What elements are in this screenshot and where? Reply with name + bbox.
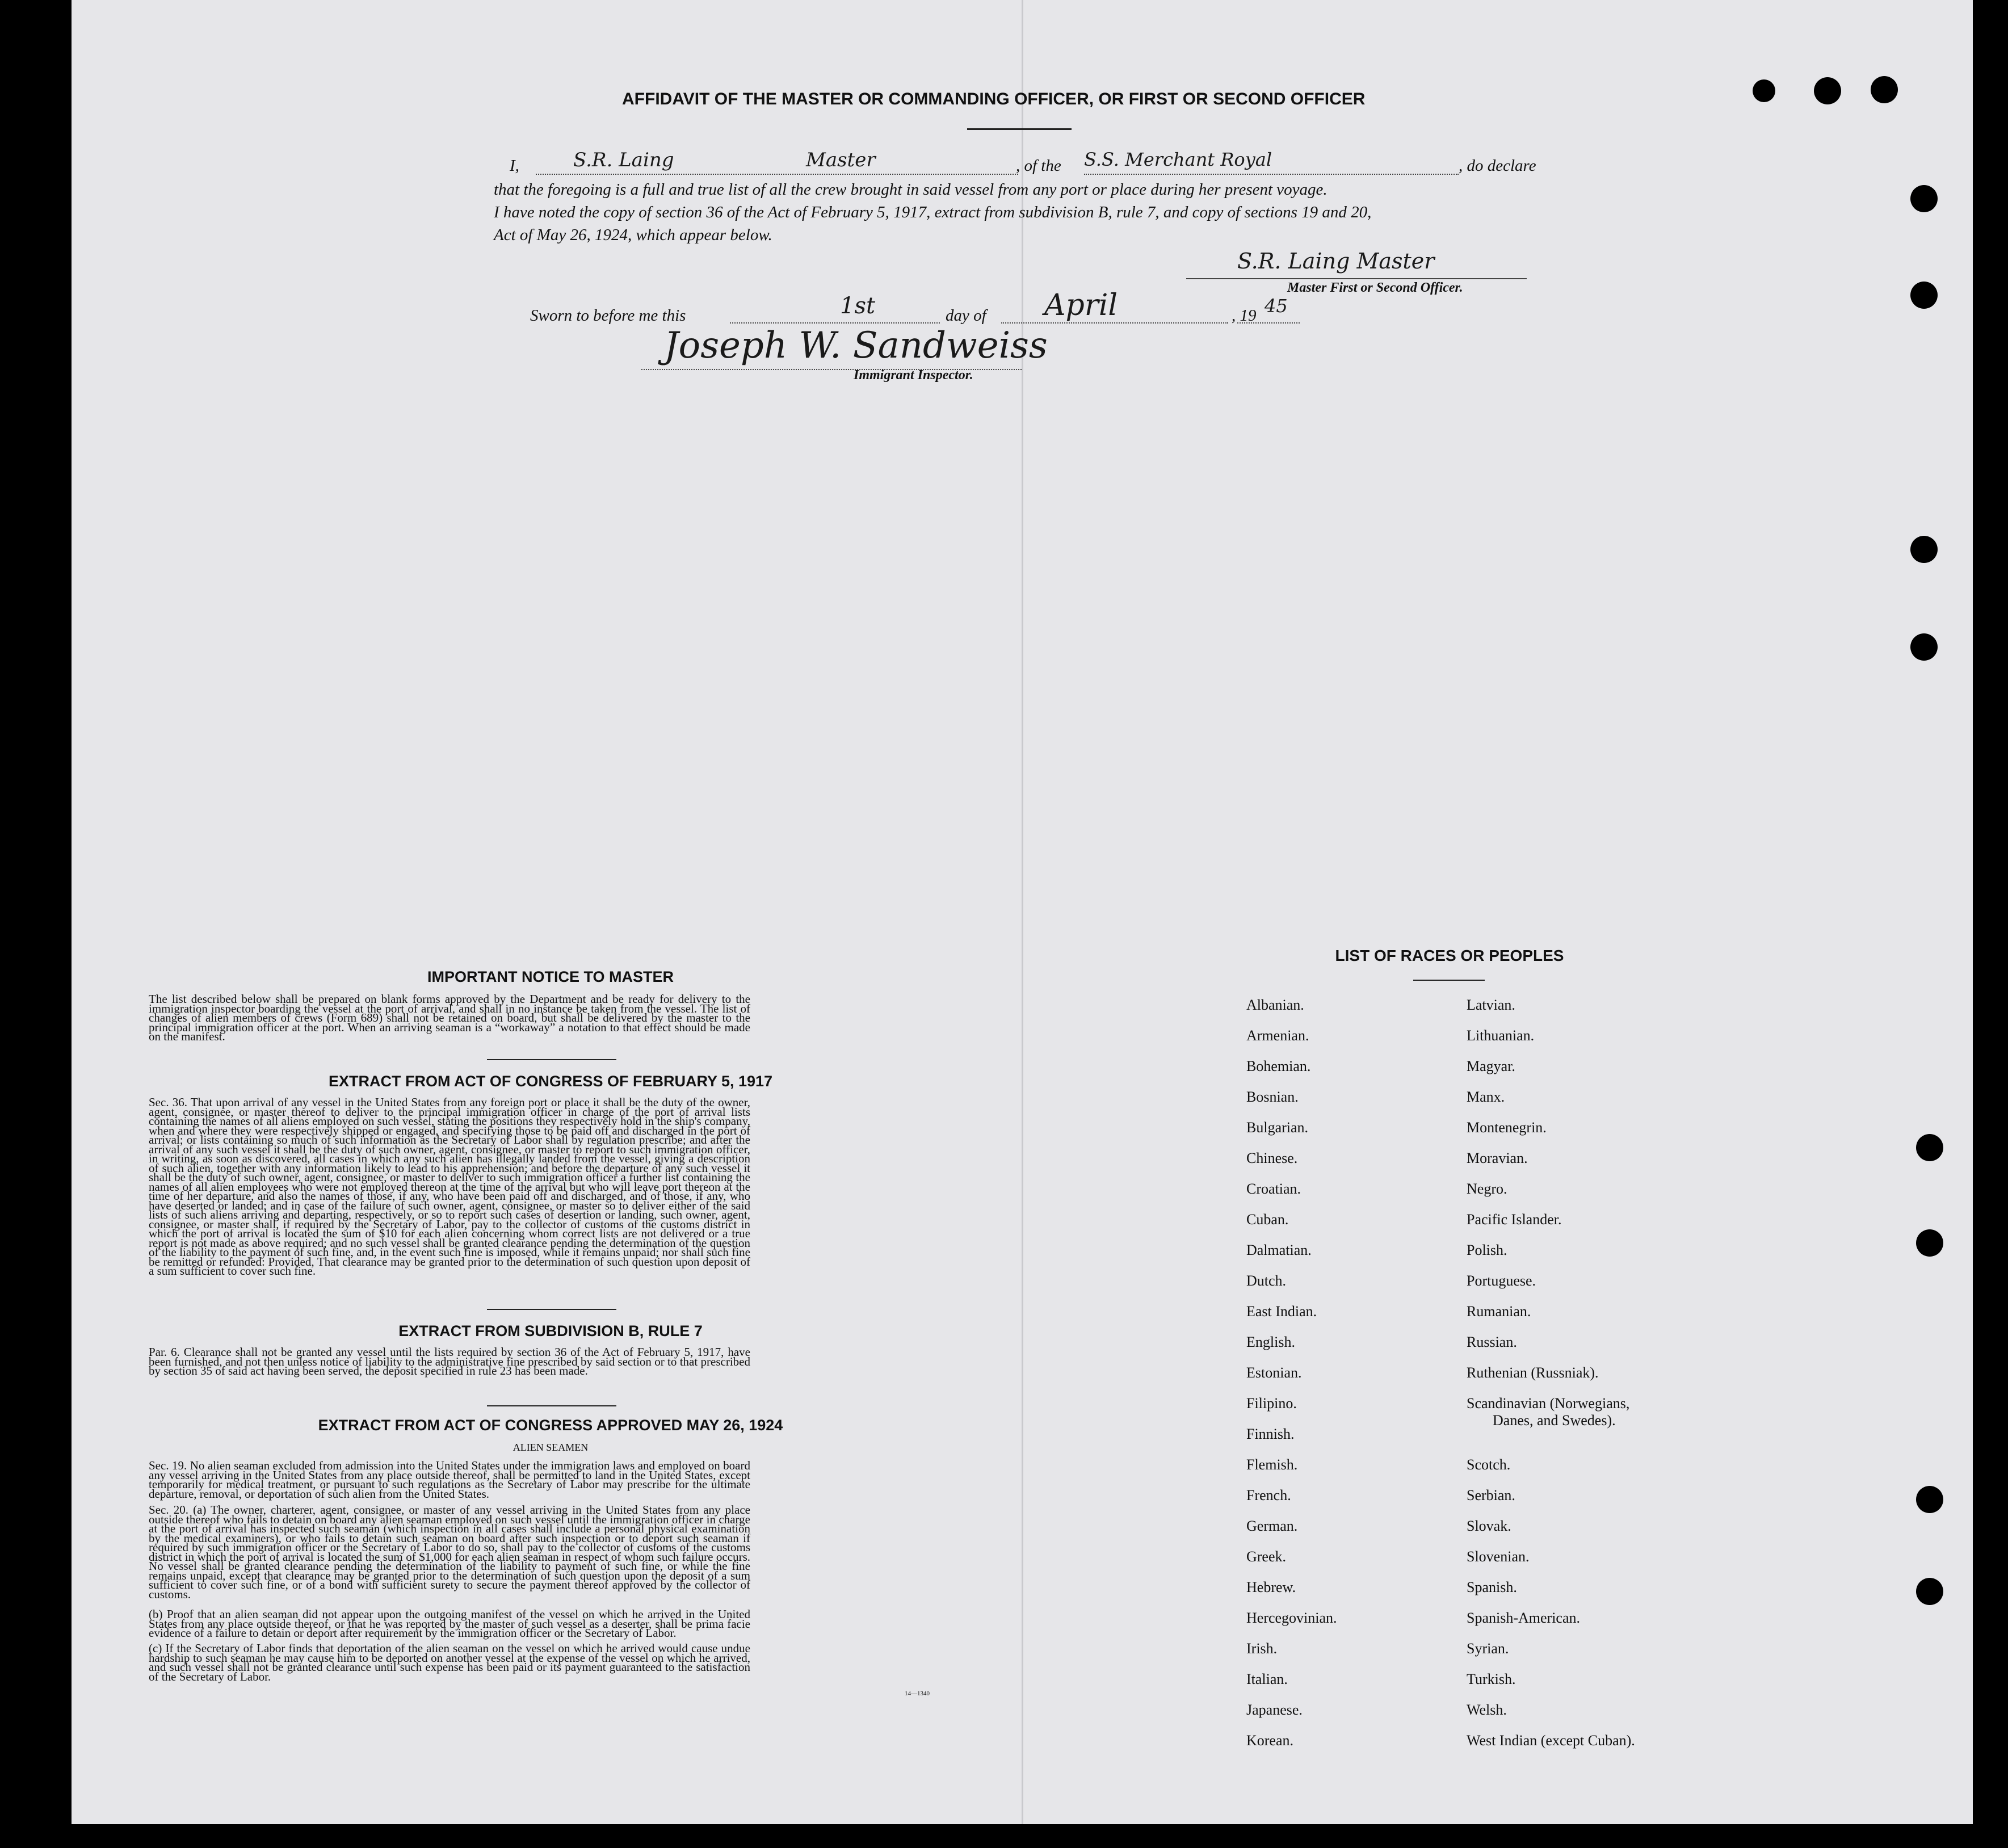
race-item: Danes, and Swedes). (1493, 1412, 1616, 1429)
name-field-line (536, 174, 1018, 175)
signature-line (1186, 278, 1527, 279)
race-item: Manx. (1467, 1089, 1505, 1105)
affidavit-line3: I have noted the copy of section 36 of the Act of February 5, 1917, extract from subdivision B, rule 7, and copy of sections 19 and 20, (494, 203, 1372, 221)
punch-hole (1916, 1134, 1943, 1161)
sworn-month: April (1044, 288, 1118, 322)
punch-hole (1910, 633, 1938, 661)
race-item: Turkish. (1467, 1671, 1516, 1687)
race-item: Armenian. (1246, 1027, 1309, 1044)
affidavit-line1-prefix: I, (510, 157, 519, 175)
race-item: Italian. (1246, 1671, 1288, 1687)
of-the-label: , of the (1016, 157, 1061, 175)
section-19-text: Sec. 19. No alien seaman excluded from admission into the United States under the immigration laws and employed on board any vessel arriving in the United States from any place outside thereof, shall be permitted to land in the United States, except temporarily for medical treatment, or pursuant to such regulations as the Secretary of Labor may prescribe for the ultimate departure, removal, or deportation of such alien from the United States. (149, 1459, 750, 1501)
punch-hole (1871, 76, 1898, 103)
race-item: Slovak. (1467, 1518, 1511, 1534)
race-item: Moravian. (1467, 1150, 1528, 1166)
sworn-year: 45 (1265, 295, 1288, 317)
sworn-day: 1st (840, 293, 876, 319)
race-item: Lithuanian. (1467, 1027, 1535, 1044)
punch-hole (1916, 1486, 1943, 1513)
race-item: Syrian. (1467, 1640, 1509, 1657)
day-of-label: day of (946, 306, 986, 325)
section-20a-text: Sec. 20. (a) The owner, charterer, agent, consignee, or master of any vessel arriving in the United States from any place outside thereof who fails to detain on board any alien seaman employed on such vessel until the immigration officer in charge at the port of arrival has inspected such seaman (which inspection in all cases shall include a personal physical examination by the medical examiners), or who fails to detain such seaman on board after such inspection or to deport such seaman if required by such immigration officer or the Secretary of Labor to do so, shall pay to the collector of customs of the customs district in which the port of arrival is located the sum of $1,000 for each alien seaman in respect of whom such failure occurs. No vessel shall be granted clearance pending the determination of the liability to payment of such fine, or while the fine remains unpaid, except that clearance may be granted prior to the determination of such question upon the deposit of a sum sufficient to cover such fine, or of a bond with sufficient surety to secure the payment thereof approved by the collector of customs. (149, 1503, 750, 1601)
extract-1917-body: Sec. 36. That upon arrival of any vessel in the United States from any foreign port or place it shall be the duty of the owner, agent, consignee, or master thereof to deliver to the principal immigration officer in charge of the port of arrival lists containing the names of all aliens employed on such vessel, stating the positions they respectively hold in the ship's company, when and where they were respectively shipped or engaged, and specifying those to be paid off and discharged in the port of arrival; or lists containing so much of such information as the Secretary of Labor shall by regulation prescribe; and after the arrival of any such vessel it shall be the duty of such owner, agent, consignee, or master to report to such immigration officer, in writing, as soon as discovered, all cases in which any such alien has illegally landed from the vessel, giving a description of such alien, together with any information likely to lead to his apprehension; and before the departure of any such vessel it shall be the duty of such owner, agent, consignee, or master to deliver to such immigration officer a further list containing the names of all alien employees who were not employed thereon at the time of the arrival but who will leave port thereon at the time of her departure, and also the names of those, if any, who have been paid off and discharged, and of those, if any, who have deserted or landed; and in case of the failure of such owner, agent, consignee, or master so to deliver either of the said lists of such aliens arriving and departing, respectively, or so to report such cases of desertion or landing, such owner, agent, consignee, or master shall, if required by the Secretary of Labor, pay to the collector of customs of the customs district in which the port of arrival is located the sum of $10 for each alien concerning whom correct lists are not delivered or a true report is not made as above required; and no such vessel shall be granted clearance pending the determination of the question of the liability to the payment of such fine, and, in the event such fine is imposed, while it remains unpaid; nor shall such fine be remitted or refunded: Provided, That clearance may be granted prior to the determination of such question upon deposit of a sum sufficient to cover such fine. (149, 1095, 750, 1278)
punch-hole (1916, 1578, 1943, 1605)
race-item: Scotch. (1467, 1456, 1511, 1473)
master-signature: S.R. Laing Master (1237, 249, 1435, 274)
extract-rule7-rule (487, 1405, 616, 1406)
race-item: Spanish-American. (1467, 1610, 1581, 1626)
extract-1917-title: EXTRACT FROM ACT OF CONGRESS OF FEBRUARY 5, 1917 (328, 1073, 773, 1090)
race-item: Scandinavian (Norwegians, (1467, 1395, 1630, 1412)
race-item: Montenegrin. (1467, 1119, 1547, 1136)
races-right-column (1467, 997, 1635, 1763)
race-item: French. (1246, 1487, 1291, 1503)
race-item: Albanian. (1246, 997, 1304, 1013)
race-item: Portuguese. (1467, 1272, 1536, 1289)
race-item: Bulgarian. (1246, 1119, 1309, 1136)
race-item: German. (1246, 1518, 1298, 1534)
punch-hole (1910, 282, 1938, 309)
year-field-line (1237, 322, 1300, 324)
vessel-name: S.S. Merchant Royal (1084, 149, 1272, 170)
center-fold (1022, 0, 1023, 1824)
race-item: Bohemian. (1246, 1058, 1311, 1074)
race-item: Filipino. (1246, 1395, 1297, 1412)
races-left-column (1246, 997, 1337, 1763)
race-item: Irish. (1246, 1640, 1278, 1657)
extract-rule7-title: EXTRACT FROM SUBDIVISION B, RULE 7 (398, 1322, 703, 1339)
sworn-prefix: Sworn to before me this (530, 306, 686, 325)
day-field-line (730, 322, 940, 324)
notice-body: The list described below shall be prepared on blank forms approved by the Department and be ready for delivery to the immigration inspector boarding the vessel at the port of arrival, and shall in no instance be taken from the vessel. The list of changes of alien members of crews (Form 689) shall not be retained on board, but shall be delivered by the master to the principal immigration officer at the port. When an arriving seaman is a “workaway” a notation to that effect should be made on the manifest. (149, 992, 750, 1043)
race-item: Pacific Islander. (1467, 1211, 1562, 1228)
race-item: Polish. (1467, 1242, 1507, 1258)
race-item: Estonian. (1246, 1364, 1302, 1381)
race-item: Korean. (1246, 1732, 1294, 1749)
race-item: Croatian. (1246, 1181, 1301, 1197)
race-item: West Indian (except Cuban). (1467, 1732, 1635, 1749)
notice-title: IMPORTANT NOTICE TO MASTER (427, 968, 674, 985)
section-20c-text: (c) If the Secretary of Labor finds that deportation of the alien seaman on the vessel on which he arrived would cause undue hardship to such seaman he may cause him to be deported on another vessel at the expense of the vessel on which he arrived, and such vessel shall not be granted clearance until such expense has been paid or its payment guaranteed to the satisfaction of the Secretary of Labor. (149, 1641, 750, 1683)
master-name: S.R. Laing (573, 149, 674, 171)
race-item: Bosnian. (1246, 1089, 1299, 1105)
affidavit-line4: Act of May 26, 1924, which appear below. (494, 226, 772, 244)
race-item: English. (1246, 1334, 1295, 1350)
month-field-line (1001, 322, 1228, 324)
race-item: Rumanian. (1467, 1303, 1531, 1320)
master-rank: Master (806, 149, 876, 171)
extract-1924-subtitle: ALIEN SEAMEN (512, 1442, 589, 1453)
inspector-caption: Immigrant Inspector. (854, 368, 973, 383)
race-item: Finnish. (1246, 1426, 1295, 1442)
race-item: Cuban. (1246, 1211, 1289, 1228)
punch-hole (1910, 185, 1938, 212)
year-prefix: , 19 (1232, 306, 1257, 325)
vessel-field-line (1084, 174, 1459, 175)
race-item: Greek. (1246, 1548, 1287, 1565)
race-item: Welsh. (1467, 1702, 1507, 1718)
inspector-signature: Joseph W. Sandweiss (664, 325, 1048, 367)
race-item: Flemish. (1246, 1456, 1298, 1473)
punch-hole (1916, 1229, 1943, 1257)
races-title: LIST OF RACES OR PEOPLES (1335, 947, 1564, 964)
punch-hole (1910, 536, 1938, 563)
form-number: 14—1340 (905, 1690, 930, 1697)
extract-1924-title: EXTRACT FROM ACT OF CONGRESS APPROVED MAY 26, 1924 (318, 1417, 783, 1434)
affidavit-line2: that the foregoing is a full and true list of all the crew brought in said vessel from any port or place during her present voyage. (494, 180, 1328, 199)
extract-1917-rule (487, 1309, 616, 1310)
race-item: Hebrew. (1246, 1579, 1296, 1595)
race-item: Negro. (1467, 1181, 1507, 1197)
race-item: Japanese. (1246, 1702, 1303, 1718)
race-item: Serbian. (1467, 1487, 1515, 1503)
race-item: Hercegovinian. (1246, 1610, 1337, 1626)
race-item: Dutch. (1246, 1272, 1287, 1289)
punch-hole (1814, 77, 1841, 104)
section-20b-text: (b) Proof that an alien seaman did not appear upon the outgoing manifest of the vessel on which he arrived in the United States from any place outside thereof, or that he was reported by the master of such vessel as a deserter, shall be prima facie evidence of a failure to detain or deport after requirement by the immigration officer or the Secretary of Labor. (149, 1607, 750, 1640)
race-item: Russian. (1467, 1334, 1517, 1350)
do-declare-label: , do declare (1459, 157, 1536, 175)
race-item: Magyar. (1467, 1058, 1515, 1074)
affidavit-title: AFFIDAVIT OF THE MASTER OR COMMANDING OFFICER, OR FIRST OR SECOND OFFICER (622, 90, 1366, 108)
race-item: Dalmatian. (1246, 1242, 1312, 1258)
race-item: East Indian. (1246, 1303, 1317, 1320)
race-item: Latvian. (1467, 997, 1515, 1013)
races-title-rule (1413, 980, 1485, 981)
affidavit-title-rule (967, 128, 1072, 130)
signature-caption: Master First or Second Officer. (1287, 280, 1463, 295)
race-item: Spanish. (1467, 1579, 1517, 1595)
race-item: Ruthenian (Russniak). (1467, 1364, 1599, 1381)
punch-hole (1753, 79, 1775, 102)
notice-rule (487, 1059, 616, 1060)
race-item: Chinese. (1246, 1150, 1298, 1166)
extract-rule7-body: Par. 6. Clearance shall not be granted any vessel until the lists required by section 36 of the Act of February 5, 1917, have been furnished, and not then unless notice of liability to the administrative fine prescribed by said section or to that prescribed by section 35 of said act having been served, the deposit specified in rule 23 has been made. (149, 1345, 750, 1377)
race-item: Slovenian. (1467, 1548, 1530, 1565)
